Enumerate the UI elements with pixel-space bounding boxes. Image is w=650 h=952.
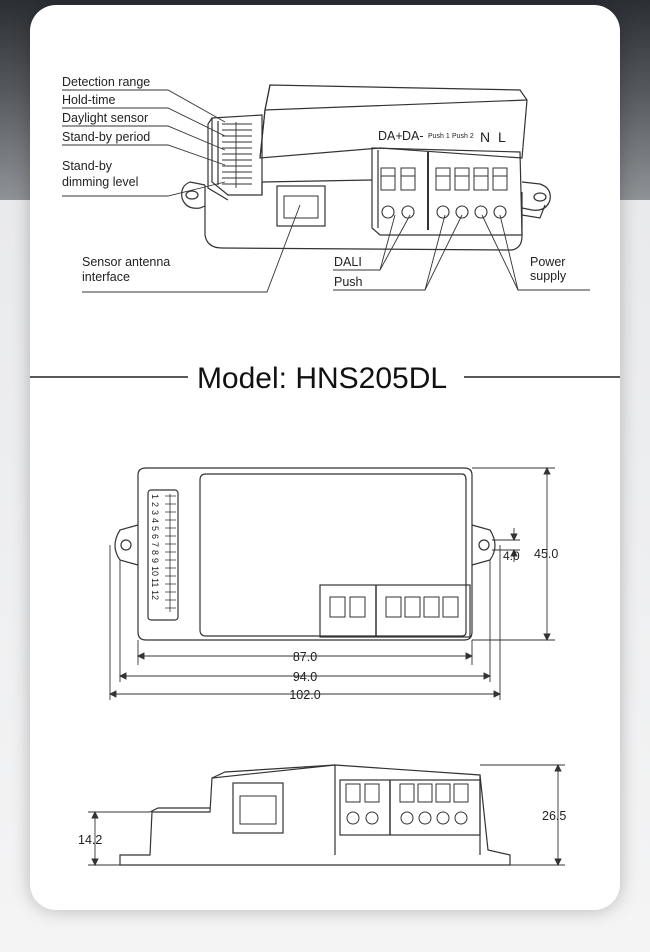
terminal-label-l: L bbox=[498, 129, 506, 145]
model-title: Model: HNS205DL bbox=[196, 362, 448, 395]
dip-switch-number: 4 bbox=[150, 518, 160, 524]
label-standby-dimming-1: Stand-by bbox=[62, 159, 113, 173]
label-hold-time: Hold-time bbox=[62, 93, 116, 107]
dim-14-2: 14.2 bbox=[78, 833, 103, 847]
isometric-view bbox=[62, 75, 590, 292]
terminal-label-da-minus: DA- bbox=[402, 129, 424, 143]
dip-switch-number: 6 bbox=[150, 534, 160, 540]
dip-switch-number: 1 bbox=[150, 494, 160, 500]
terminal-label-push1: Push 1 bbox=[428, 133, 450, 140]
label-power-supply-2: supply bbox=[530, 269, 567, 283]
label-standby-dimming-2: dimming level bbox=[62, 175, 139, 189]
dip-switch-number: 11 bbox=[150, 578, 160, 588]
label-dali: DALI bbox=[334, 255, 362, 269]
dip-switch-number: 7 bbox=[150, 542, 160, 548]
label-push: Push bbox=[334, 275, 363, 289]
terminal-label-n: N bbox=[480, 129, 491, 145]
dip-switch-number: 9 bbox=[150, 558, 160, 564]
dim-26-5: 26.5 bbox=[542, 809, 567, 823]
dim-45: 45.0 bbox=[534, 547, 559, 561]
dim-102: 102.0 bbox=[289, 688, 321, 702]
dim-94: 94.0 bbox=[292, 670, 318, 684]
dip-switch-number: 8 bbox=[150, 550, 160, 556]
dip-switch-number: 3 bbox=[150, 510, 160, 516]
label-power-supply-1: Power bbox=[530, 255, 566, 269]
dip-switch-number: 12 bbox=[150, 590, 160, 601]
terminal-label-push2: Push 2 bbox=[452, 133, 474, 140]
label-daylight-sensor: Daylight sensor bbox=[62, 111, 149, 125]
terminal-label-da-plus: DA+ bbox=[378, 129, 403, 143]
model-title-group bbox=[30, 362, 620, 395]
label-sensor-antenna-1: Sensor antenna bbox=[82, 255, 171, 269]
dip-switch-number: 2 bbox=[150, 502, 160, 508]
label-detection-range: Detection range bbox=[62, 75, 151, 89]
dip-switch-number: 5 bbox=[150, 526, 160, 532]
label-standby-period: Stand-by period bbox=[62, 130, 151, 144]
dim-87: 87.0 bbox=[292, 650, 318, 664]
top-view-drawing bbox=[110, 468, 558, 702]
dim-4: 4.0 bbox=[503, 549, 520, 563]
dip-switch-number: 10 bbox=[150, 566, 160, 577]
label-sensor-antenna-2: interface bbox=[82, 270, 130, 284]
side-view-drawing bbox=[78, 765, 566, 865]
